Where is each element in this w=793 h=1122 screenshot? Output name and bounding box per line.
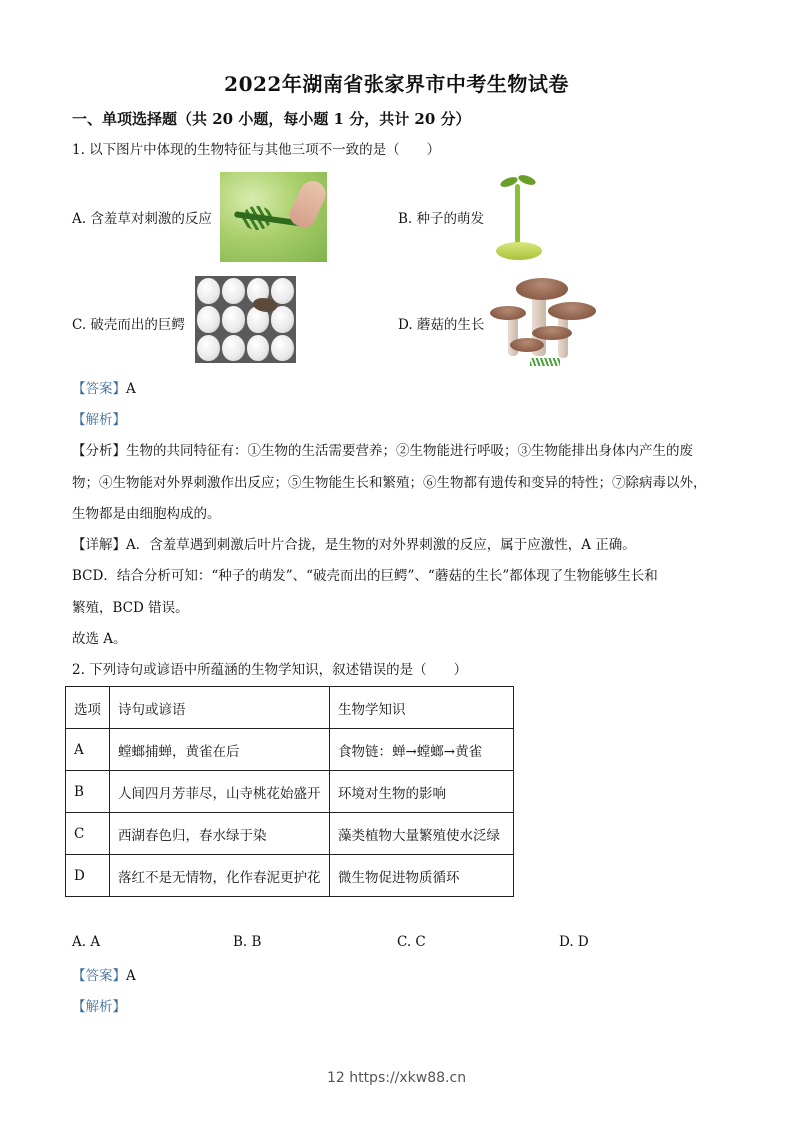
answer-value: A (126, 381, 136, 397)
mushroom-cap (548, 302, 596, 320)
egg (271, 335, 294, 361)
table-row (66, 771, 514, 813)
egg (197, 306, 220, 332)
mushroom-cap (510, 338, 544, 352)
table-header-row (66, 687, 514, 729)
egg (222, 306, 245, 332)
egg (222, 278, 245, 304)
table-cell: 食物链：蝉→螳螂→黄雀 (330, 729, 514, 771)
q2-choice-a: A. A (72, 934, 101, 950)
answer-tag: 【答案】 (72, 968, 126, 984)
q1-fenxi-line-2: 物；④生物能对外界刺激作出反应；⑤生物能生长和繁殖；⑥生物都有遗传和变异的特性；⑦除病毒以外， (72, 475, 707, 491)
mushroom-cap (532, 326, 572, 340)
fenxi-text: 生物的共同特征有：①生物的生活需要营养；②生物能进行呼吸；③生物能排出身体内产生的废 (126, 443, 693, 459)
q1-bcd-line-2: 繁殖，BCD 错误。 (72, 600, 189, 616)
table-cell: D (66, 855, 110, 897)
mushroom-cap (490, 306, 526, 320)
table-cell: A (66, 729, 110, 771)
seed-germination-image (488, 172, 550, 264)
egg (197, 335, 220, 361)
seed-pod (496, 242, 542, 260)
grass (530, 358, 560, 366)
table-cell: 人间四月芳菲尽，山寺桃花始盛开 (110, 771, 330, 813)
table-row (66, 855, 514, 897)
mimosa-touch-image (220, 172, 327, 262)
egg (271, 306, 294, 332)
question-2-stem: 2. 下列诗句或谚语中所蕴涵的生物学知识，叙述错误的是（ ） (72, 662, 468, 678)
egg (271, 278, 294, 304)
table-row (66, 729, 514, 771)
table-cell: 藻类植物大量繁殖使水泛绿 (330, 813, 514, 855)
table-cell: 环境对生物的影响 (330, 771, 514, 813)
q1-bcd-line-1: BCD．结合分析可知：“种子的萌发”、“破壳而出的巨鳄”、“蘑菇的生长”都体现了生物能够生长和 (72, 568, 658, 584)
table-header: 诗句或谚语 (110, 687, 330, 729)
table-cell: 微生物促进物质循环 (330, 855, 514, 897)
q1-xiangjie-line (72, 535, 636, 555)
table-header: 选项 (66, 687, 110, 729)
q1-option-d-label: D. 蘑菇的生长 (398, 317, 485, 333)
table-cell: 西湖春色归，春水绿于染 (110, 813, 330, 855)
q1-fenxi-line-3: 生物都是由细胞构成的。 (72, 506, 221, 522)
mushroom-cap (516, 278, 568, 300)
q2-answer (72, 966, 136, 986)
seedling-leaf-right (517, 173, 537, 187)
q1-option-b-label: B. 种子的萌发 (398, 211, 485, 227)
question-1-stem: 1. 以下图片中体现的生物特征与其他三项不一致的是（ ） (72, 142, 441, 158)
q1-analysis-tag (72, 410, 126, 430)
q2-choice-b: B. B (233, 934, 262, 950)
q2-choice-d: D. D (559, 934, 589, 950)
seedling-stem (515, 184, 520, 248)
q2-analysis-tag (72, 997, 126, 1017)
xiangjie-tag: 【详解】 (72, 537, 126, 553)
table-cell: C (66, 813, 110, 855)
analysis-tag: 【解析】 (72, 999, 126, 1015)
section-heading: 一、单项选择题（共 20 小题，每小题 1 分，共计 20 分） (72, 110, 471, 128)
egg (222, 335, 245, 361)
analysis-tag: 【解析】 (72, 412, 126, 428)
q1-answer (72, 379, 136, 399)
xiangjie-text: A．含羞草遇到刺激后叶片合拢，是生物的对外界刺激的反应，属于应激性，A 正确。 (126, 537, 636, 553)
page-footer: 12 https://xkw88.cn (326, 1070, 467, 1086)
document-title: 2022年湖南省张家界市中考生物试卷 (224, 72, 569, 96)
q2-choice-c: C. C (397, 934, 426, 950)
q1-fenxi-line-1 (72, 441, 693, 461)
egg (247, 335, 270, 361)
crocodile-hatching-image (195, 276, 296, 363)
egg (197, 278, 220, 304)
table-row (66, 813, 514, 855)
poem-knowledge-table (65, 686, 514, 897)
mushroom-growth-image (488, 276, 598, 368)
table-cell: B (66, 771, 110, 813)
q1-option-c-label: C. 破壳而出的巨鳄 (72, 317, 185, 333)
answer-tag: 【答案】 (72, 381, 126, 397)
table-cell: 落红不是无情物，化作春泥更护花 (110, 855, 330, 897)
answer-value: A (126, 968, 136, 984)
table-header: 生物学知识 (330, 687, 514, 729)
table-cell: 螳螂捕蝉，黄雀在后 (110, 729, 330, 771)
q1-option-a-label: A. 含羞草对刺激的反应 (72, 211, 212, 227)
q1-conclusion: 故选 A。 (72, 631, 127, 647)
fenxi-tag: 【分析】 (72, 443, 126, 459)
finger-shape (286, 177, 327, 231)
